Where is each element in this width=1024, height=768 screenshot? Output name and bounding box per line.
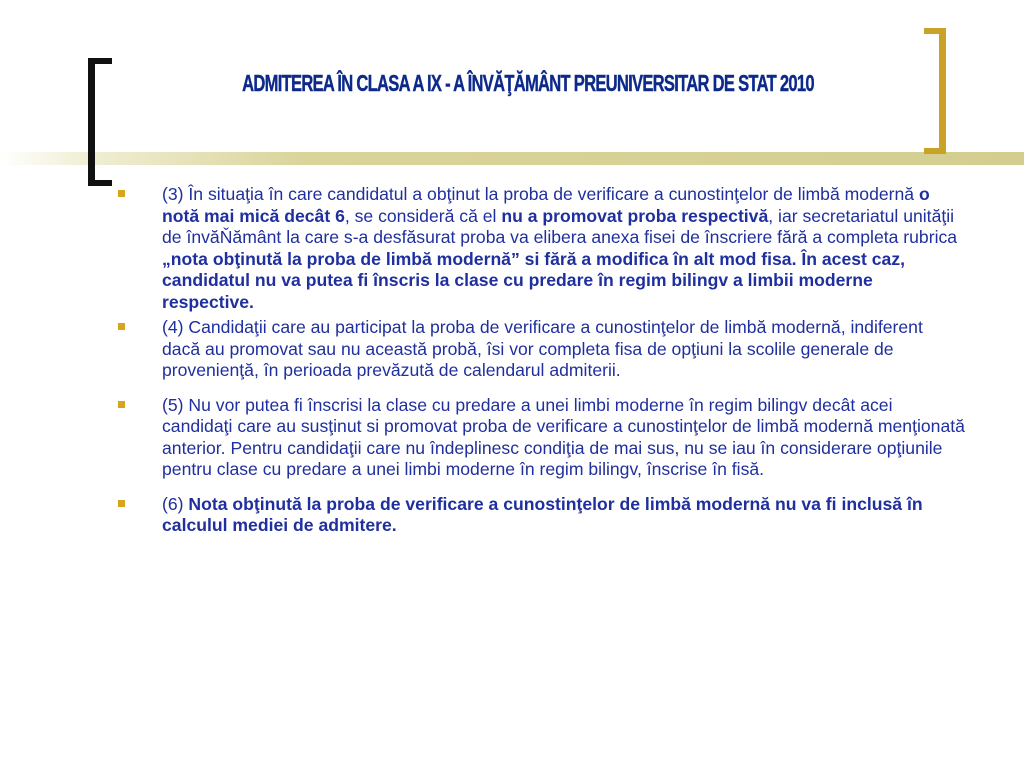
item-3-text-2: , se consideră că el xyxy=(344,205,502,226)
item-5-text: (5) Nu vor putea fi înscrisi la clase cu predare a unei limbi moderne în regim bilingv decât acei candidaţi care au susţinut si promovat proba de verificare a cunostinţelor de limbă modernă menţionată anterior. Pentru candidaţii care nu îndeplinesc condiţia de mai sus, nu se iau în considerare opţiunile pentru clase cu predare a unei limbi moderne în regim bilingv, înscrise în fisă. xyxy=(162,394,965,479)
right-bracket-decoration xyxy=(924,28,946,154)
item-3-bold-conclusion: „nota obţinută la proba de limbă modernă” si fără a modifica în alt mod fisa. În acest caz, candidatul nu va putea fi înscris la clase cu predare în regim bilingv a limbii moderne respective. xyxy=(162,248,906,312)
list-item-4 xyxy=(110,317,965,382)
item-6-text: (6) xyxy=(162,493,189,514)
item-3-text: (3) În situaţia în care candidatul a obţinut la proba de verificare a cunostinţelor de limbă modernă xyxy=(162,184,919,204)
square-bullet-icon xyxy=(118,401,125,408)
square-bullet-icon xyxy=(118,500,125,507)
square-bullet-icon xyxy=(118,323,125,330)
slide-title: ADMITEREA ÎN CLASA A IX - A ÎNVĂŢĂMÂNT PREUNIVERSITAR DE STAT 2010 xyxy=(242,70,814,96)
square-bullet-icon xyxy=(118,190,125,197)
item-4-text: (4) Candidaţii care au participat la proba de verificare a cunostinţelor de limbă modernă, indiferent dacă au promovat sau nu această probă, îsi vor completa fisa de opţiuni la scolile generale de provenienţă, în perioada prevăzută de calendarul admiterii. xyxy=(162,317,923,380)
list-item-6 xyxy=(110,494,965,537)
item-3-text-3: , iar secretariatul unităţii de învăŇământ la care s-a desfăsurat proba va elibera anexa fisei de înscriere fără a completa rubrica xyxy=(162,205,958,247)
bullet-list xyxy=(110,184,965,550)
left-bracket-decoration xyxy=(88,58,112,186)
item-3-bold-not-passed: nu a promovat proba respectivă xyxy=(501,205,769,226)
item-6-bold-text: Nota obţinută la proba de verificare a cunostinţelor de limbă modernă nu va fi inclusă în calculul mediei de admitere. xyxy=(162,493,923,535)
header-decorative-band xyxy=(0,152,1024,165)
list-item-3 xyxy=(110,184,965,313)
list-item-5 xyxy=(110,395,965,481)
item-3-bold-grade: o notă mai mică decât 6 xyxy=(162,184,930,226)
